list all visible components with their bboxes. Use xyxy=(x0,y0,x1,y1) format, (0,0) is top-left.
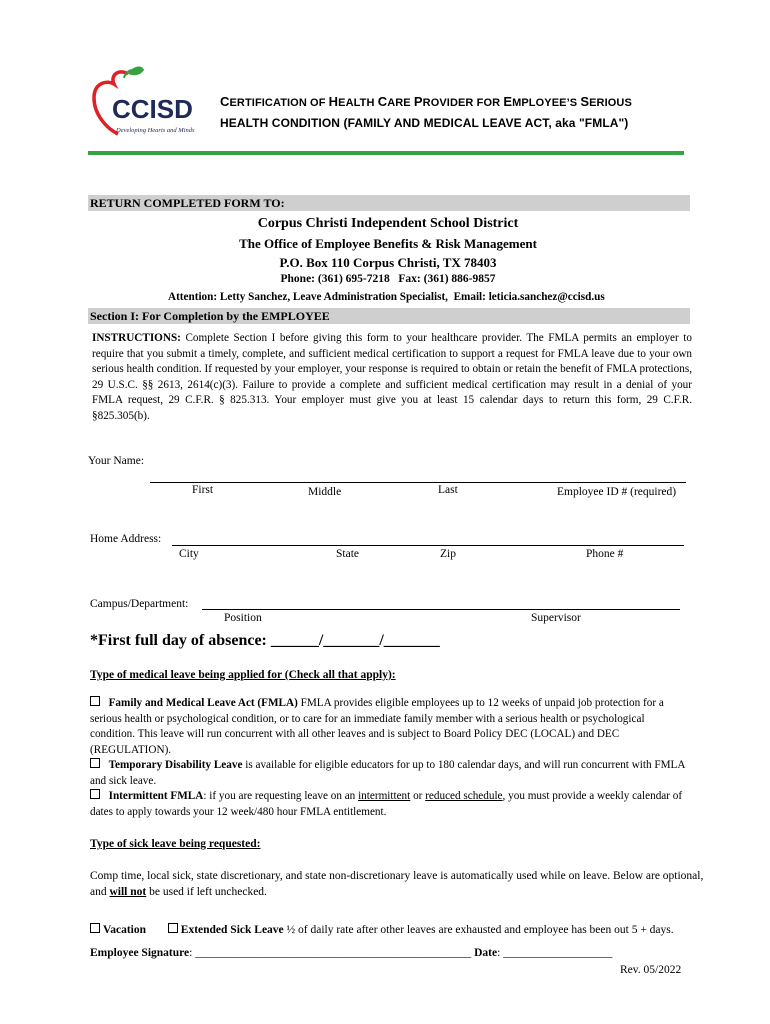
vacation-label: Vacation xyxy=(103,924,147,936)
tdl-checkbox[interactable] xyxy=(90,758,100,768)
instructions xyxy=(92,331,692,425)
last-label: Last xyxy=(438,484,458,496)
will-not-emphasis: will not xyxy=(109,885,147,898)
leave-options xyxy=(90,696,690,820)
zip-label: Zip xyxy=(440,548,456,560)
fmla-option xyxy=(90,696,690,758)
fmla-checkbox[interactable] xyxy=(90,696,100,706)
employee-id-label: Employee ID # (required) xyxy=(557,486,677,498)
sick-text-1: Comp time, local sick, state discretionary, and state non-discretionary leave is automatically used while on leave. Below are optional, and xyxy=(90,870,704,898)
leave-type-heading: Type of medical leave being applied for (Check all that apply): xyxy=(90,669,396,681)
tdl-label: Temporary Disability Leave xyxy=(108,759,243,771)
supervisor-label: Supervisor xyxy=(531,612,581,624)
section1-bar: Section I: For Completion by the EMPLOYEE xyxy=(88,308,690,324)
reduced-schedule-link: reduced schedule xyxy=(425,790,503,802)
extended-sick-label: Extended Sick Leave xyxy=(180,924,284,936)
office-name: The Office of Employee Benefits & Risk Management xyxy=(239,236,537,251)
intermittent-option xyxy=(90,789,690,820)
date-label: Date xyxy=(474,947,498,959)
intermittent-label: Intermittent FMLA xyxy=(108,790,204,802)
svg-text:Developing Hearts and Minds: Developing Hearts and Minds xyxy=(116,127,195,134)
revision-label: Rev. 05/2022 xyxy=(620,964,682,976)
extended-sick-text: ½ of daily rate after other leaves are exhausted and employee has been out 5 + days. xyxy=(283,924,674,936)
intermittent-text-3: , you must provide a weekly calendar of dates to apply towards your 12 week/480 hour FMLA entitlement. xyxy=(90,790,683,818)
intermittent-link: intermittent xyxy=(358,790,411,802)
first-day-absence[interactable]: *First full day of absence: ______/_______/_______ xyxy=(90,632,440,649)
header-divider xyxy=(88,151,684,155)
signature-row xyxy=(90,947,612,959)
apple-logo-icon xyxy=(88,66,203,146)
title-line-2: HEALTH CONDITION (FAMILY AND MEDICAL LEAVE ACT, aka "FMLA") xyxy=(220,116,629,130)
intermittent-text-1: : if you are requesting leave on an xyxy=(203,790,359,802)
tdl-text: is available for eligible educators for up to 180 calendar days, and will run concurrent with FMLA and sick leave. xyxy=(90,759,685,787)
vacation-checkbox[interactable] xyxy=(90,923,100,933)
form-title xyxy=(220,92,632,133)
title-line-1: CERTIFICATION OF HEALTH CARE PROVIDER FOR EMPLOYEE’S SERIOUS xyxy=(220,94,632,109)
intermittent-text-2: or xyxy=(410,790,426,802)
sick-text-2: be used if left unchecked. xyxy=(146,885,267,898)
campus-label: Campus/Department: xyxy=(90,598,189,610)
date-line[interactable]: : ___________________ xyxy=(497,947,613,959)
instructions-label: INSTRUCTIONS: xyxy=(92,332,181,344)
city-label: City xyxy=(179,548,199,560)
signature-line[interactable]: : ________________________________________________ xyxy=(189,947,472,959)
sick-leave-text xyxy=(90,869,706,900)
intermittent-checkbox[interactable] xyxy=(90,789,100,799)
home-address-line[interactable] xyxy=(172,545,684,546)
ccisd-logo xyxy=(88,66,203,146)
attention-line: Attention: Letty Sanchez, Leave Administration Specialist, Email: leticia.sanchez@ccisd.us xyxy=(168,291,605,303)
return-form-bar: RETURN COMPLETED FORM TO: xyxy=(88,195,690,211)
state-label: State xyxy=(336,548,359,560)
phone-fax: Phone: (361) 695-7218 Fax: (361) 886-9857 xyxy=(280,273,496,285)
middle-label: Middle xyxy=(308,486,342,498)
extended-sick-checkbox[interactable] xyxy=(168,923,178,933)
fmla-label: Family and Medical Leave Act (FMLA) xyxy=(108,697,298,709)
org-name: Corpus Christi Independent School District xyxy=(257,216,519,231)
svg-text:CCISD: CCISD xyxy=(112,94,193,124)
campus-line[interactable] xyxy=(202,609,680,610)
name-field-line[interactable] xyxy=(150,482,686,483)
tdl-option xyxy=(90,758,690,789)
sick-leave-heading: Type of sick leave being requested: xyxy=(90,838,261,850)
first-label: First xyxy=(192,484,214,496)
sick-options xyxy=(90,923,674,936)
phone-label: Phone # xyxy=(586,548,624,560)
position-label: Position xyxy=(224,612,262,624)
instructions-text: Complete Section I before giving this form to your healthcare provider. The FMLA permits an employer to require that you submit a timely, complete, and sufficient medical certification to support a request for FMLA leave due to your own serious health condition. If requested by your employer, your response is required to obtain or retain the benefit of FMLA protections, 29 U.S.C. §§ 2613, 2614(c)(3). Failure to provide a complete and sufficient medical certification may result in a denial of your FMLA request, 29 C.F.R. § 825.313. Your employer must give you at least 15 calendar days to return this form, 29 C.F.R. §825.305(b). xyxy=(92,332,692,422)
po-box: P.O. Box 110 Corpus Christi, TX 78403 xyxy=(279,255,497,270)
signature-label: Employee Signature xyxy=(90,947,190,959)
fmla-text: FMLA provides eligible employees up to 12 weeks of unpaid job protection for a serious health or psychological condition, or to care for an immediate family member with a serious health or psychological condition. This leave will run concurrent with all other leaves and is subject to Board Policy DEC (LOCAL) and DEC (REGULATION). xyxy=(90,697,664,756)
home-address-label: Home Address: xyxy=(90,533,162,545)
name-label: Your Name: xyxy=(88,455,145,467)
